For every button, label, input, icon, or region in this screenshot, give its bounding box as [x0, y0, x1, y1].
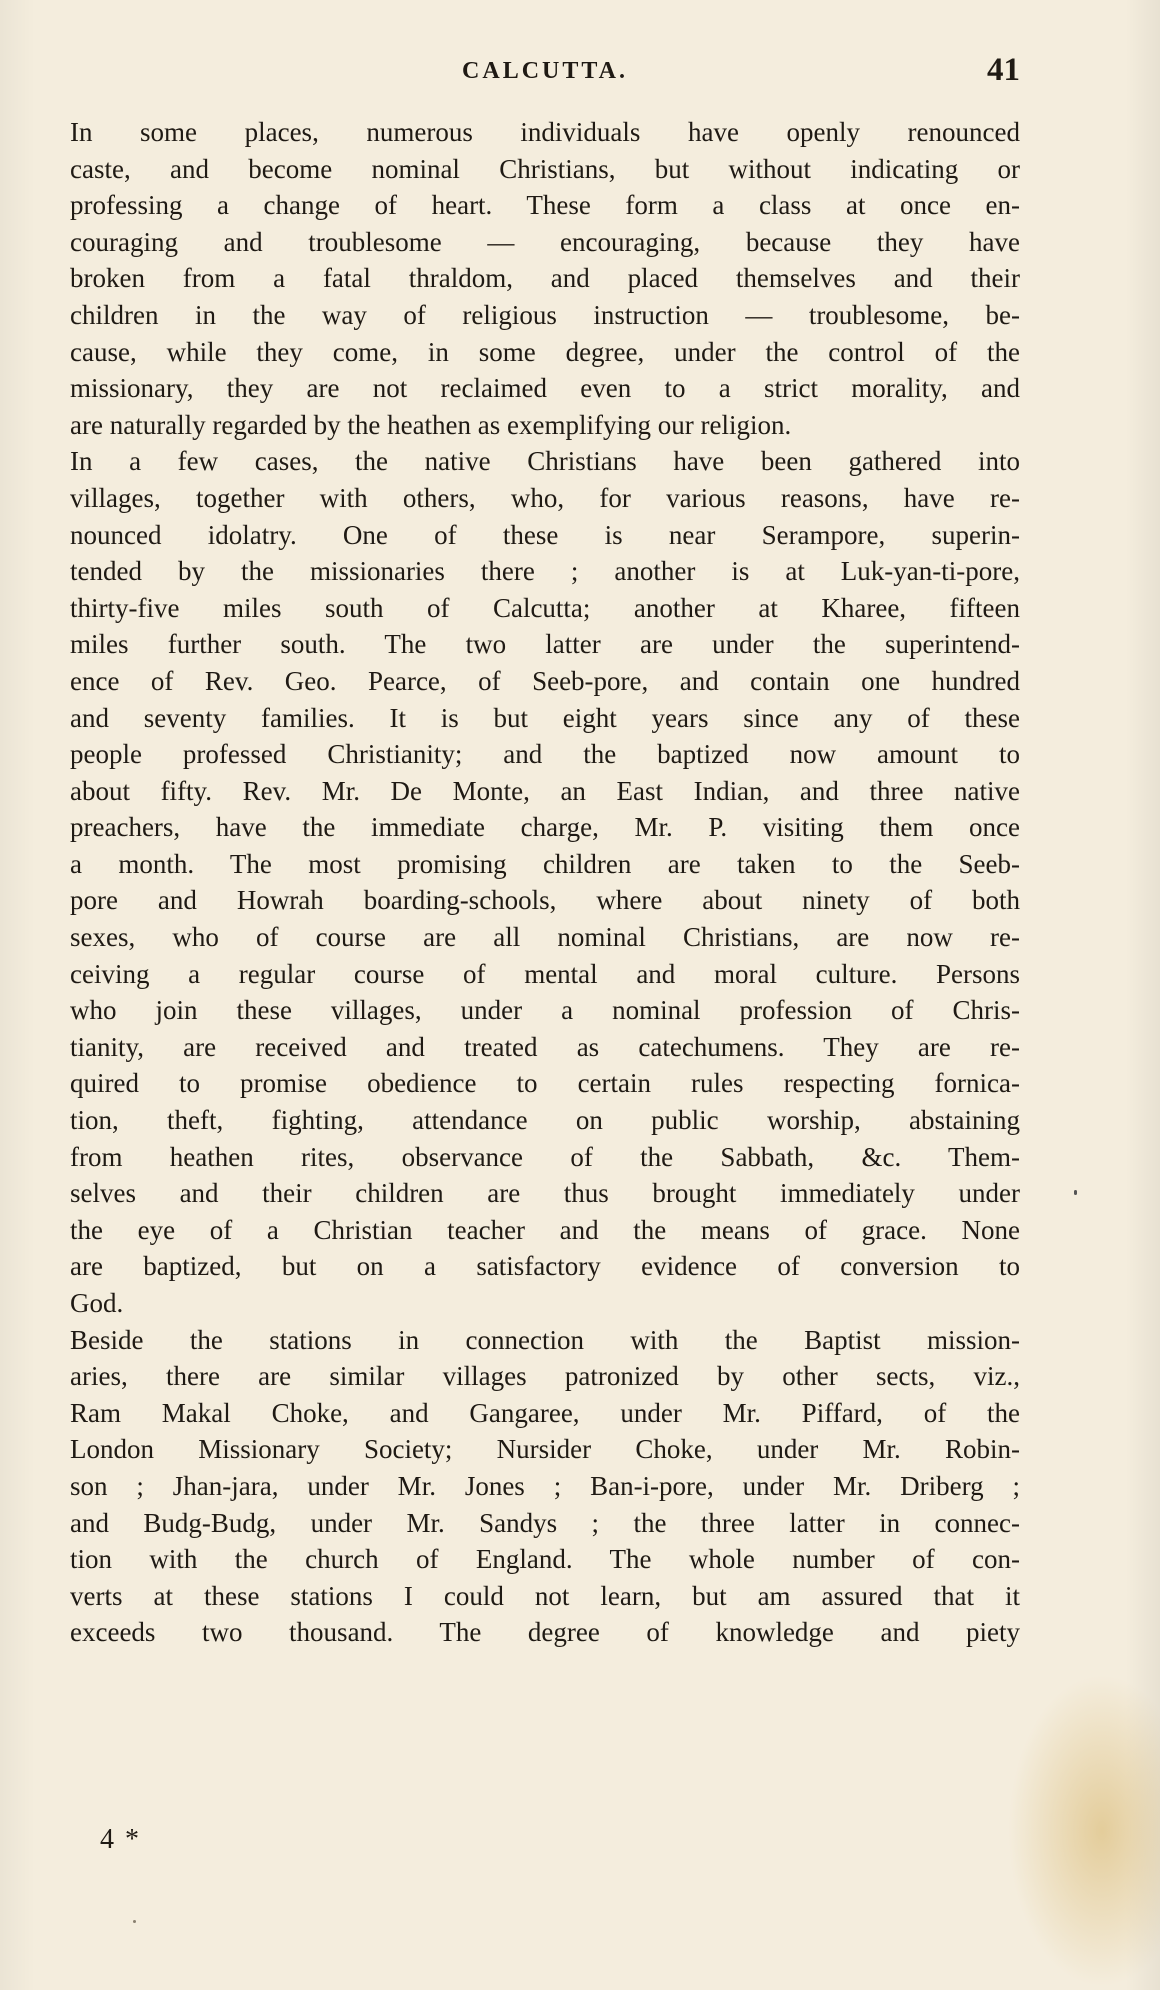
text-line: In some places, numerous individuals have openly renounced: [70, 117, 1020, 147]
text-line: nounced idolatry. One of these is near Serampore, superin-: [70, 519, 1020, 550]
text-line: professing a change of heart. These form a class at once en-: [70, 190, 1020, 221]
text-line: quired to promise obedience to certain rules respecting fornica-: [70, 1068, 1020, 1099]
text-line: the eye of a Christian teacher and the means of grace. None: [70, 1214, 1020, 1245]
ink-speck: [1074, 1190, 1077, 1195]
text-line: sexes, who of course are all nominal Christians, are now re-: [70, 922, 1020, 953]
running-head: [70, 52, 1020, 92]
body-text: [70, 114, 1020, 1651]
text-line: people professed Christianity; and the baptized now amount to: [70, 739, 1020, 770]
text-line: son ; Jhan-jara, under Mr. Jones ; Ban-i-pore, under Mr. Driberg ;: [70, 1470, 1020, 1501]
running-title: CALCUTTA.: [462, 58, 628, 84]
page-number: 41: [987, 52, 1020, 88]
ink-speck: [133, 1920, 136, 1923]
text-line: tion with the church of England. The whole number of con-: [70, 1544, 1020, 1575]
text-line: are naturally regarded by the heathen as exemplifying our religion.: [70, 409, 792, 440]
text-line: a month. The most promising children are taken to the Seeb-: [70, 848, 1020, 879]
text-line: aries, there are similar villages patronized by other sects, viz.,: [70, 1361, 1020, 1392]
signature-mark: 4 *: [100, 1824, 141, 1855]
text-line: missionary, they are not reclaimed even to a strict morality, and: [70, 373, 1020, 404]
text-line: cause, while they come, in some degree, under the control of the: [70, 336, 1020, 367]
text-line: and Budg-Budg, under Mr. Sandys ; the three latter in connec-: [70, 1507, 1020, 1538]
text-line: tianity, are received and treated as catechumens. They are re-: [70, 1031, 1020, 1062]
text-line: exceeds two thousand. The degree of knowledge and piety: [70, 1617, 1020, 1648]
text-line: pore and Howrah boarding-schools, where about ninety of both: [70, 885, 1020, 916]
text-line: children in the way of religious instruction — troublesome, be-: [70, 299, 1020, 330]
text-line: broken from a fatal thraldom, and placed themselves and their: [70, 263, 1020, 294]
text-line: ence of Rev. Geo. Pearce, of Seeb-pore, and contain one hundred: [70, 665, 1020, 696]
text-line: about fifty. Rev. Mr. De Monte, an East Indian, and three native: [70, 775, 1020, 806]
text-line: Beside the stations in connection with the Baptist mission-: [70, 1324, 1020, 1355]
text-line: Ram Makal Choke, and Gangaree, under Mr. Piffard, of the: [70, 1397, 1020, 1428]
text-line: tion, theft, fighting, attendance on public worship, abstaining: [70, 1105, 1020, 1136]
text-line: are baptized, but on a satisfactory evidence of conversion to: [70, 1251, 1020, 1282]
text-line: and seventy families. It is but eight years since any of these: [70, 702, 1020, 733]
text-line: verts at these stations I could not learn, but am assured that it: [70, 1580, 1020, 1611]
text-line: ceiving a regular course of mental and moral culture. Persons: [70, 958, 1020, 989]
text-line: God.: [70, 1288, 124, 1318]
text-line: tended by the missionaries there ; another is at Luk-yan-ti-pore,: [70, 556, 1020, 587]
text-line: In a few cases, the native Christians have been gathered into: [70, 446, 1020, 477]
text-line: thirty-five miles south of Calcutta; another at Kharee, fifteen: [70, 592, 1020, 623]
text-line: from heathen rites, observance of the Sabbath, &c. Them-: [70, 1141, 1020, 1172]
text-line: villages, together with others, who, for various reasons, have re-: [70, 482, 1020, 513]
text-line: couraging and troublesome — encouraging, because they have: [70, 226, 1020, 257]
text-line: selves and their children are thus brought immediately under: [70, 1178, 1020, 1209]
text-line: who join these villages, under a nominal profession of Chris-: [70, 995, 1020, 1026]
text-line: miles further south. The two latter are under the superintend-: [70, 629, 1020, 660]
text-line: preachers, have the immediate charge, Mr. P. visiting them once: [70, 812, 1020, 843]
text-line: London Missionary Society; Nursider Choke, under Mr. Robin-: [70, 1434, 1020, 1465]
text-line: caste, and become nominal Christians, but without indicating or: [70, 153, 1020, 184]
